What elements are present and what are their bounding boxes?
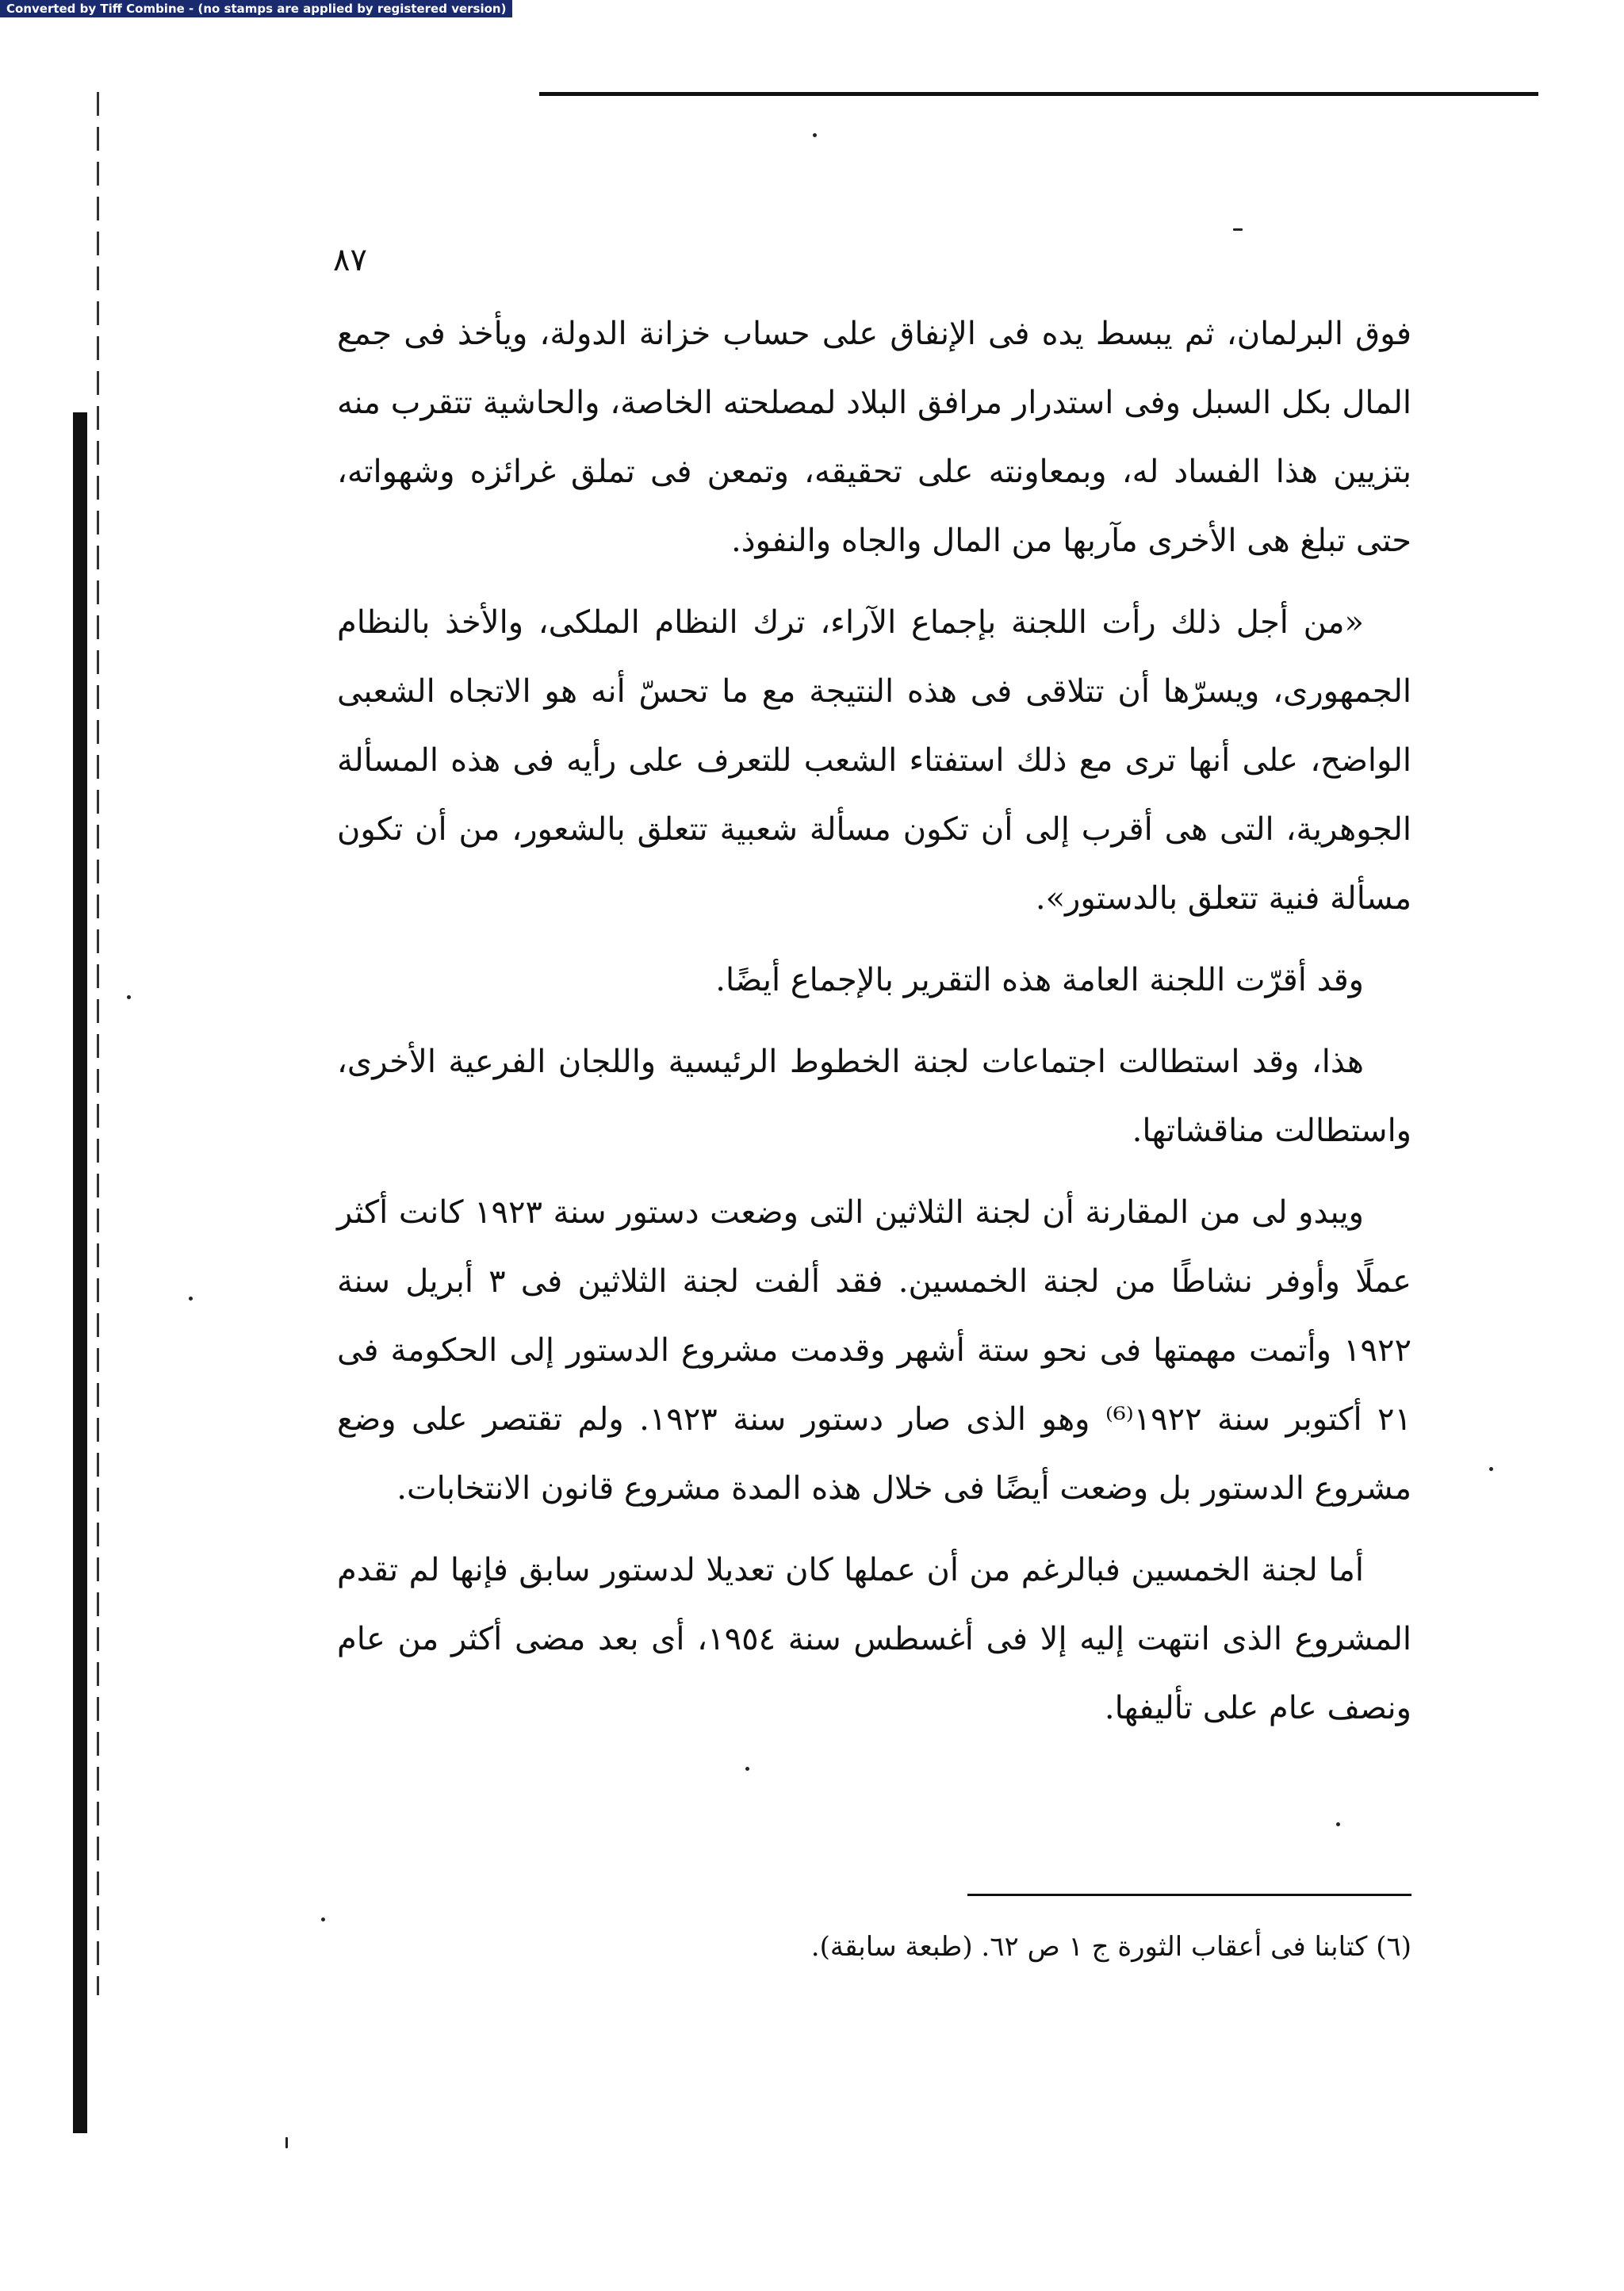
scan-speck [1489, 1467, 1493, 1471]
paragraph-5: ويبدو لى من المقارنة أن لجنة الثلاثين التى وضعت دستور سنة ١٩٢٣ كانت أكثر عملًا وأوفر نشاطًا من لجنة الخمسين. فقد ألفت لجنة الثلاثين فى ٣ أبريل سنة ١٩٢٢ وأتمت مهمتها فى نحو ستة أشهر وقدمت مشروع الدستور إلى الحكومة فى ٢١ أكتوبر سنة ١٩٢٢⁽⁶⁾ وهو الذى صار دستور سنة ١٩٢٣. ولم تقتصر على وضع مشروع الدستور بل وضعت أيضًا فى خلال هذه المدة مشروع قانون الانتخابات. [337, 1194, 1412, 1507]
paragraph-1: فوق البرلمان، ثم يبسط يده فى الإنفاق على حساب خزانة الدولة، ويأخذ فى جمع المال بكل السبل وفى استدرار مرافق البلاد لمصلحته الخاصة، والحاشية تتقرب منه بتزيين هذا الفساد له، وبمعاونته على تحقيقه، وتمعن فى تملق غرائزه وشهواته، حتى تبلغ هى الأخرى مآربها من المال والجاه والنفوذ. [337, 316, 1411, 559]
scan-speck [1336, 1822, 1340, 1826]
paragraph-3: وقد أقرّت اللجنة العامة هذه التقرير بالإجماع أيضًا. [715, 962, 1364, 998]
scan-binding-shadow [73, 412, 87, 2133]
scan-speck [127, 995, 131, 999]
scan-speck [285, 2137, 288, 2148]
footnote-separator [967, 1894, 1411, 1896]
body-text [337, 300, 1411, 1756]
scan-speck [745, 1767, 749, 1771]
scan-speck [321, 1917, 325, 1921]
paragraph-6: أما لجنة الخمسين فبالرغم من أن عملها كان تعديلا لدستور سابق فإنها لم تقدم المشروع الذى انتهت إليه إلا فى أغسطس سنة ١٩٥٤، أى بعد مضى أكثر من عام ونصف عام على تأليفها. [337, 1552, 1411, 1726]
footnote: (٦) كتابنا فى أعقاب الثورة ج ١ ص ٦٢. (طبعة سابقة). [810, 1931, 1411, 1963]
scan-speck [1233, 228, 1243, 231]
converter-notice-banner: Converted by Tiff Combine - (no stamps are applied by registered version) [0, 0, 512, 17]
paragraph-4: هذا، وقد استطالت اجتماعات لجنة الخطوط الرئيسية واللجان الفرعية الأخرى، واستطالت مناقشاتها. [337, 1044, 1411, 1149]
paragraph-2: «من أجل ذلك رأت اللجنة بإجماع الآراء، ترك النظام الملكى، والأخذ بالنظام الجمهورى، ويسرّها أن تتلاقى فى هذه النتيجة مع ما تحسّ أنه هو الاتجاه الشعبى الواضح، على أنها ترى مع ذلك استفتاء الشعب للتعرف على رأيه فى هذه المسألة الجوهرية، التى هى أقرب إلى أن تكون مسألة شعبية تتعلق بالشعور، من أن تكون مسألة فنية تتعلق بالدستور». [337, 604, 1411, 917]
scan-speck [189, 1297, 193, 1301]
header-rule [539, 92, 1538, 96]
scan-margin-line [97, 92, 99, 1995]
scan-speck [813, 133, 817, 137]
page-number: ٨٧ [333, 242, 367, 278]
